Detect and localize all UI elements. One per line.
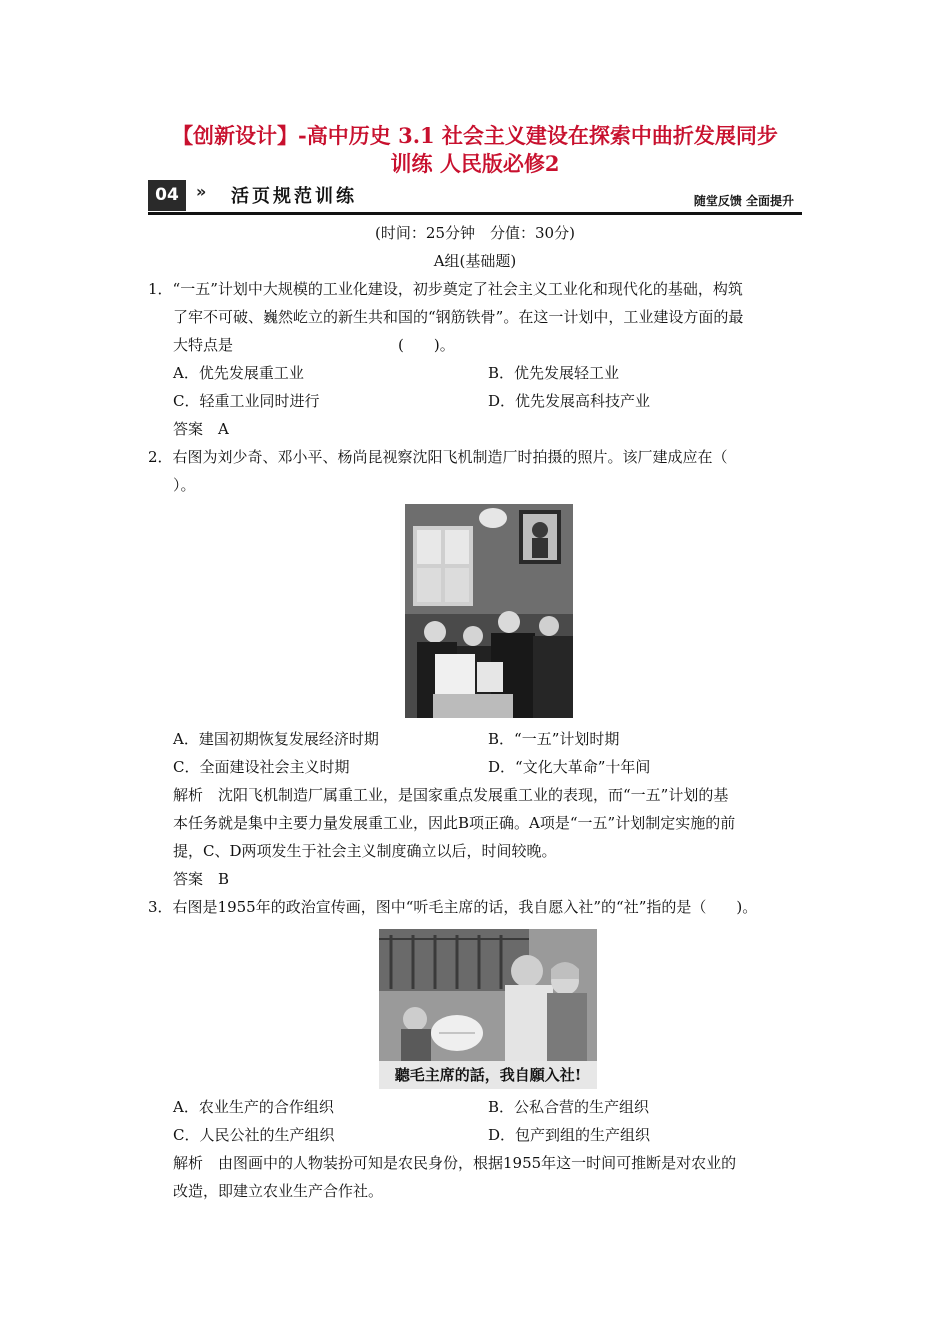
q1-text-line2: 了牢不可破、巍然屹立的新生共和国的“钢筋铁骨”。在这一计划中，工业建设方面的最: [173, 308, 744, 326]
q2-option-d: D．“文化大革命”十年间: [488, 758, 651, 776]
q1-answer: 答案 A: [173, 420, 229, 438]
q1-text-line3: 大特点是 ( )。: [173, 336, 455, 354]
section-title: 活页规范训练: [231, 186, 357, 207]
q2-option-c: C．全面建设社会主义时期: [173, 758, 350, 776]
section-banner: [148, 180, 802, 215]
group-heading: A组(基础题): [433, 252, 517, 270]
factory-visit-photo: [405, 504, 573, 718]
q2-text-line1: 2．右图为刘少奇、邓小平、杨尚昆视察沈阳飞机制造厂时拍摄的照片。该厂建成应在（: [148, 448, 728, 466]
document-title-line2: 训练 人民版必修2: [390, 151, 560, 176]
q1-option-d: D．优先发展高科技产业: [488, 392, 651, 410]
propaganda-poster-drawing: [379, 929, 597, 1061]
q2-analysis-line1: 解析 沈阳飞机制造厂属重工业，是国家重点发展重工业的表现，而“一五”计划的基: [173, 786, 729, 804]
time-score-info: (时间：25分钟 分值：30分): [375, 224, 575, 242]
q3-option-b: B．公私合营的生产组织: [488, 1098, 650, 1116]
q1-option-a: A．优先发展重工业: [173, 364, 304, 382]
poster-caption: 聽毛主席的話，我自願入社!: [379, 1061, 597, 1089]
q3-analysis-line1: 解析 由图画中的人物装扮可知是农民身份，根据1955年这一时间可推断是对农业的: [173, 1154, 737, 1172]
q2-option-b: B．“一五”计划时期: [488, 730, 620, 748]
q3-option-d: D．包产到组的生产组织: [488, 1126, 651, 1144]
q2-answer: 答案 B: [173, 870, 230, 888]
q3-option-c: C．人民公社的生产组织: [173, 1126, 335, 1144]
document-title-line1: 【创新设计】-高中历史 3.1 社会主义建设在探索中曲折发展同步: [172, 123, 778, 148]
q1-option-c: C．轻重工业同时进行: [173, 392, 320, 410]
q3-text-line1: 3．右图是1955年的政治宣传画，图中“听毛主席的话，我自愿入社”的“社”指的是（ )。: [148, 898, 758, 916]
q1-option-b: B．优先发展轻工业: [488, 364, 620, 382]
q2-analysis-line2: 本任务就是集中主要力量发展重工业，因此B项正确。A项是“一五”计划制定实施的前: [173, 814, 736, 832]
q2-text-line2: ）。: [173, 476, 196, 494]
propaganda-poster: [379, 929, 597, 1089]
q1-text-line1: 1．“一五”计划中大规模的工业化建设，初步奠定了社会主义工业化和现代化的基础，构筑: [148, 280, 743, 298]
section-number-badge: 04: [148, 180, 186, 211]
double-chevron-icon: »: [196, 182, 207, 201]
q3-option-a: A．农业生产的合作组织: [173, 1098, 334, 1116]
q3-analysis-line2: 改造，即建立农业生产合作社。: [173, 1182, 384, 1200]
factory-visit-photo-drawing: [405, 504, 573, 718]
section-tagline: 随堂反馈 全面提升: [693, 194, 794, 208]
q2-analysis-line3: 提，C、D两项发生于社会主义制度确立以后，时间较晚。: [173, 842, 557, 860]
q2-option-a: A．建国初期恢复发展经济时期: [173, 730, 379, 748]
